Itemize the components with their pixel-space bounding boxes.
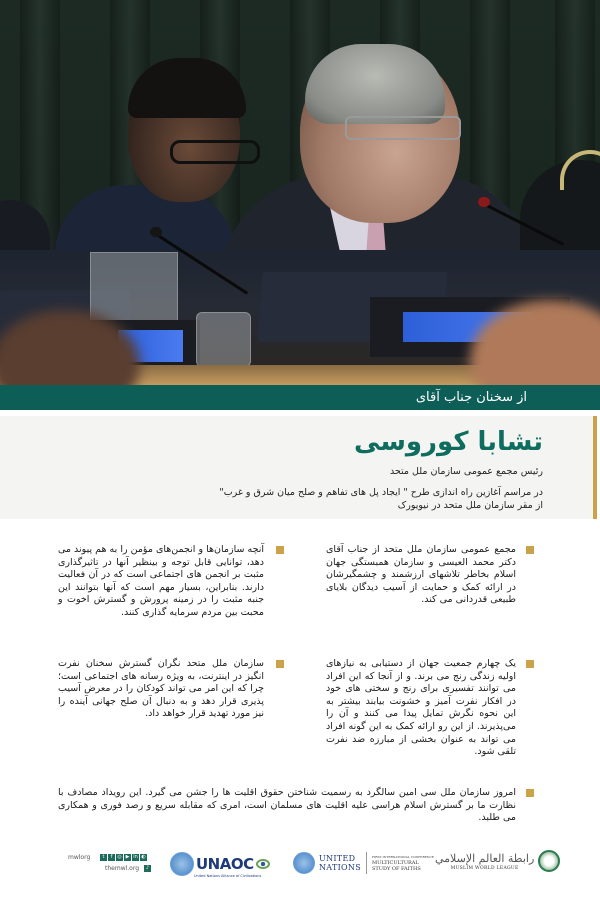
- twitter-icon[interactable]: t: [100, 854, 107, 861]
- event-line-2: از مقر سازمان ملل متحد در نیویورک: [397, 500, 543, 511]
- bullet-item: [58, 787, 516, 825]
- unaoc-subtitle: United Nations Alliance of Civilizations: [194, 874, 262, 878]
- social-handle[interactable]: mwlorg: [68, 854, 91, 861]
- title-box: [0, 416, 597, 519]
- bullet-item: [58, 658, 264, 721]
- mwl-wordmark: رابطة العالم الإسلامي MUSLIM WORLD LEAGUE: [435, 851, 535, 871]
- un-emblem-icon: [293, 852, 315, 874]
- unaoc-wordmark: UNAOC: [196, 855, 254, 873]
- speaker-hair: [305, 44, 445, 124]
- bullet-text: سازمان ملل متحد نگران گسترش سخنان نفرت انگیز در اینترنت، به ویژه رسانه های اجتماعی است؛ چرا که این امر می تواند کودکان را در معرض آسیب پذیری قرار دهد و به دنبال آن صلح جهانی آینده را نیز مورد تهدید قرار خواهد داد.: [58, 658, 264, 720]
- bullet-square-icon: [526, 546, 534, 554]
- bullet-text: امروز سازمان ملل سی امین سالگرد به رسمیت شناختن حقوق اقلیت ها را جشن می گیرد. این رویداد مصادف با نظارت ما بر گسترش اسلام هراسی علیه اقلیت های مسلمان است، امری که مقابله سریع و رصد فوری و همکاری می طلبد.: [58, 787, 516, 824]
- snapchat-icon[interactable]: ◐: [141, 854, 146, 860]
- bullet-item: [326, 544, 516, 607]
- bullet-item: [58, 544, 264, 620]
- event-line-1: در مراسم آغازین راه اندازی طرح " ایجاد پل های تفاهم و صلح میان شرق و غرب": [219, 487, 543, 498]
- footer-logos: [0, 848, 600, 888]
- background-person-glasses: [170, 140, 260, 164]
- website-link[interactable]: themwl.org: [105, 865, 140, 872]
- mwl-logo: [435, 850, 560, 872]
- unaoc-logo: [170, 852, 270, 876]
- bullet-square-icon: [526, 660, 534, 668]
- bullet-text: یک چهارم جمعیت جهان از دستیابی به نیازهای اولیه زندگی رنج می برند. و از آنجا که این افراد می توانند تفسیری برای رنج و سختی های خود در افکار نفرت آمیز و خشونت بیابند بیشتر به این نحوه نگرش تمایل پیدا می کنند و آن را می‌پذیرند. از این رو ارائه کمک به این گونه افراد می تواند به عنوان بخشی از مبارزه ضد نفرت تلقی شود.: [326, 658, 516, 758]
- facebook-icon[interactable]: f: [108, 854, 115, 861]
- instagram-icon[interactable]: ◎: [117, 854, 122, 860]
- un-wordmark: UNITED NATIONS: [319, 854, 361, 872]
- intro-bar: از سخنان جناب آقای: [0, 385, 600, 410]
- microphone-icon: [478, 197, 490, 207]
- bullet-square-icon: [526, 789, 534, 797]
- water-glass: [196, 312, 251, 367]
- un-mcs-logo: [293, 852, 434, 874]
- bullet-square-icon: [276, 546, 284, 554]
- mcs-wordmark: FIRST INTERNATIONAL CONFERENCE MULTICULTURAL STUDY OF FAITHS: [371, 855, 434, 872]
- bullet-text: مجمع عمومی سازمان ملل متحد از جناب آقای دکتر محمد العیسی و سازمان همبستگی جهان اسلام بخاطر تلاشهای ارزشمند و چشمگیرشان در ارائه کمک و حمایت از آسیب دیدگان بلایای طبیعی قدردانی می کند.: [326, 544, 516, 606]
- microphone-icon: [150, 227, 162, 237]
- mwl-emblem-icon: [538, 850, 560, 872]
- social-icons: [100, 854, 147, 861]
- bullet-square-icon: [276, 660, 284, 668]
- tiktok-icon[interactable]: ♪: [145, 865, 150, 871]
- bullet-text: آنچه سازمان‌ها و انجمن‌های مؤمن را به هم پیوند می دهد، توانایی قابل توجه و بینظیر آنها در تاثیرگذاری مثبت بر انجمن های اجتماعی است که در آن فعالیت دارند. بنابراین، بسیار مهم است که آنها بتوانند این جنبه مثبت را در زمینه پرورش و گسترش اخوت و محبت بین مردم سرمایه گذاری کنند.: [58, 544, 264, 618]
- logo-divider: [366, 852, 367, 874]
- hero-photo: [0, 0, 600, 385]
- speaker-role: رئیس مجمع عمومی سازمان ملل متحد: [389, 466, 543, 477]
- event-description: [0, 486, 543, 512]
- youtube-icon[interactable]: ▶: [125, 854, 130, 860]
- un-emblem-icon: [170, 852, 194, 876]
- linkedin-icon[interactable]: in: [133, 854, 138, 860]
- unaoc-eye-icon: [256, 859, 270, 869]
- bullet-item: [326, 658, 516, 759]
- speaker-glasses: [345, 116, 461, 140]
- speaker-name: تشابا کوروسی: [354, 427, 543, 457]
